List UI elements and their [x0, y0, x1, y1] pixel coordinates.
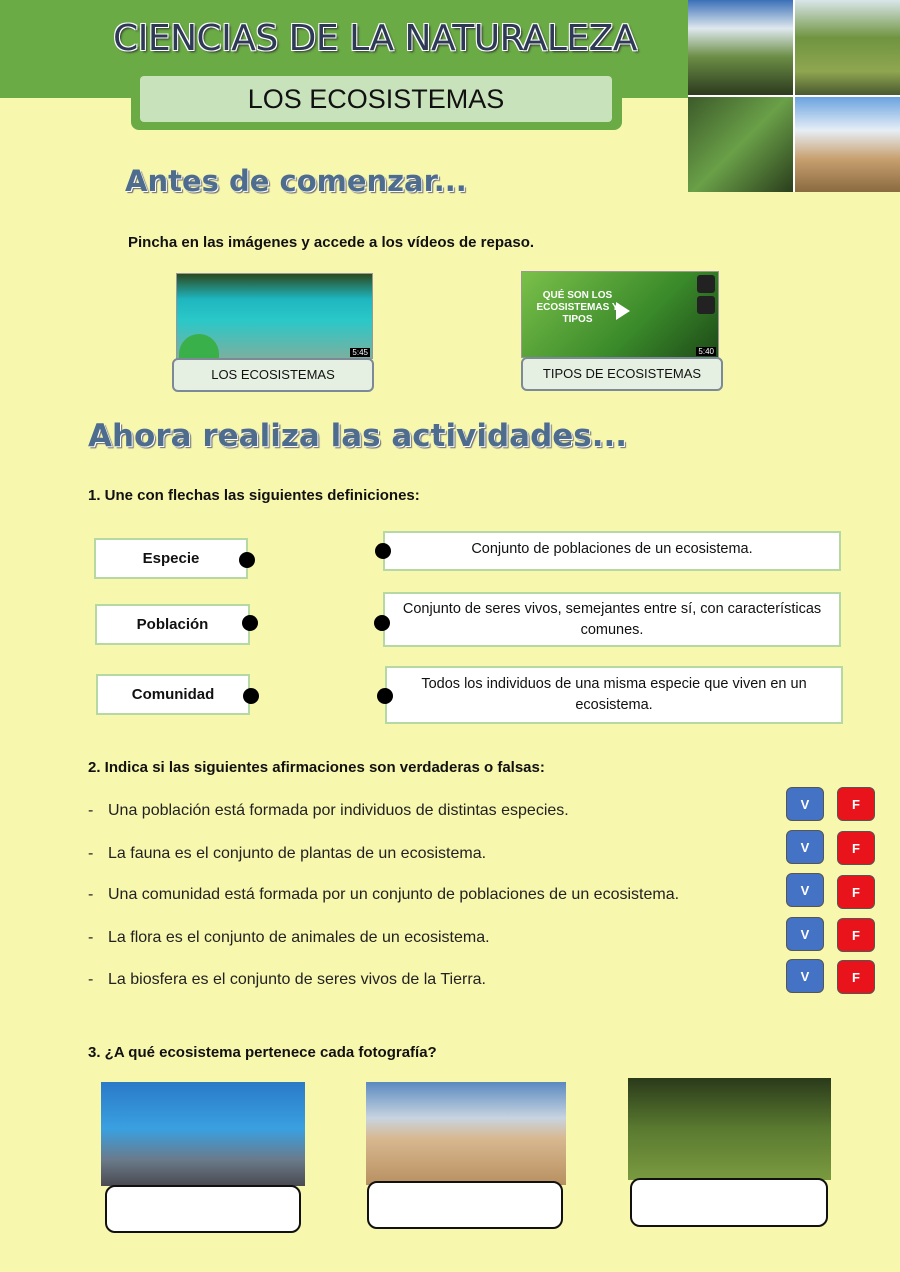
true-button[interactable]: V	[786, 959, 824, 993]
playlist-icon	[697, 296, 715, 314]
statement-text: La fauna es el conjunto de plantas de un ecosistema.	[108, 845, 487, 862]
play-icon	[616, 302, 630, 320]
false-button[interactable]: F	[837, 787, 875, 821]
definition-2: Conjunto de seres vivos, semejantes entre sí, con características comunes.	[383, 592, 841, 647]
video-duration: 5:45	[352, 348, 368, 357]
section-heading-activities: Ahora realiza las actividades...	[88, 418, 628, 454]
answer-box-1[interactable]	[105, 1185, 301, 1233]
desert-photo	[795, 97, 900, 192]
term-comunidad: Comunidad	[96, 674, 250, 715]
forest-deer-photo	[628, 1078, 831, 1180]
statement-text: La flora es el conjunto de animales de un ecosistema.	[108, 929, 490, 946]
statement-row	[88, 802, 569, 820]
section-heading-before: Antes de comenzar...	[125, 164, 467, 198]
bullet: -	[88, 845, 94, 862]
false-button[interactable]: F	[837, 918, 875, 952]
match-dot-left[interactable]	[242, 615, 258, 631]
statement-text: Una población está formada por individuos de distintas especies.	[108, 802, 569, 819]
question-3-title: 3. ¿A qué ecosistema pertenece cada fotografía?	[88, 1044, 437, 1061]
video-thumbnail-tipos[interactable]	[521, 271, 719, 358]
definition-1: Conjunto de poblaciones de un ecosistema.	[383, 531, 841, 571]
question-2-title: 2. Indica si las siguientes afirmaciones son verdaderas o falsas:	[88, 759, 545, 776]
match-dot-right[interactable]	[374, 615, 390, 631]
match-dot-left[interactable]	[239, 552, 255, 568]
false-button[interactable]: F	[837, 960, 875, 994]
butterfly-logo-icon	[179, 334, 219, 360]
answer-box-2[interactable]	[367, 1181, 563, 1229]
video-overlay-text: QUÉ SON LOS ECOSISTEMAS Y TIPOS	[536, 290, 619, 325]
question-1-title: 1. Une con flechas las siguientes definiciones:	[88, 487, 420, 504]
bullet: -	[88, 929, 94, 946]
match-dot-right[interactable]	[377, 688, 393, 704]
term-especie: Especie	[94, 538, 248, 579]
video-link-tipos[interactable]: TIPOS DE ECOSISTEMAS	[521, 357, 723, 391]
statement-row	[88, 971, 486, 989]
statement-text: Una comunidad está formada por un conjunto de poblaciones de un ecosistema.	[108, 886, 680, 903]
ocean-photo	[101, 1082, 305, 1186]
false-button[interactable]: F	[837, 875, 875, 909]
true-button[interactable]: V	[786, 787, 824, 821]
match-dot-right[interactable]	[375, 543, 391, 559]
desert-dunes-photo	[366, 1082, 566, 1185]
mountain-photo	[688, 0, 793, 95]
bullet: -	[88, 886, 94, 903]
statement-row	[88, 886, 679, 904]
ecosystem-collage	[688, 0, 900, 192]
instruction-text: Pincha en las imágenes y accede a los vídeos de repaso.	[128, 234, 535, 251]
true-button[interactable]: V	[786, 873, 824, 907]
definition-3: Todos los individuos de una misma especie que viven en un ecosistema.	[385, 666, 843, 724]
answer-box-3[interactable]	[630, 1178, 828, 1227]
bullet: -	[88, 971, 94, 988]
false-button[interactable]: F	[837, 831, 875, 865]
true-button[interactable]: V	[786, 830, 824, 864]
video-link-ecosistemas[interactable]: LOS ECOSISTEMAS	[172, 358, 374, 392]
bullet: -	[88, 802, 94, 819]
video-thumbnail-ecosistemas[interactable]	[176, 273, 373, 359]
clock-icon	[697, 275, 715, 293]
page-title: CIENCIAS DE LA NATURALEZA	[113, 18, 637, 59]
statement-text: La biosfera es el conjunto de seres vivos de la Tierra.	[108, 971, 486, 988]
statement-row	[88, 845, 486, 863]
match-dot-left[interactable]	[243, 688, 259, 704]
video-duration: 5:40	[698, 347, 714, 356]
term-poblacion: Población	[95, 604, 250, 645]
true-button[interactable]: V	[786, 917, 824, 951]
jungle-photo	[688, 97, 793, 192]
savanna-photo	[795, 0, 900, 95]
page-subtitle: LOS ECOSISTEMAS	[140, 76, 612, 122]
statement-row	[88, 929, 490, 947]
